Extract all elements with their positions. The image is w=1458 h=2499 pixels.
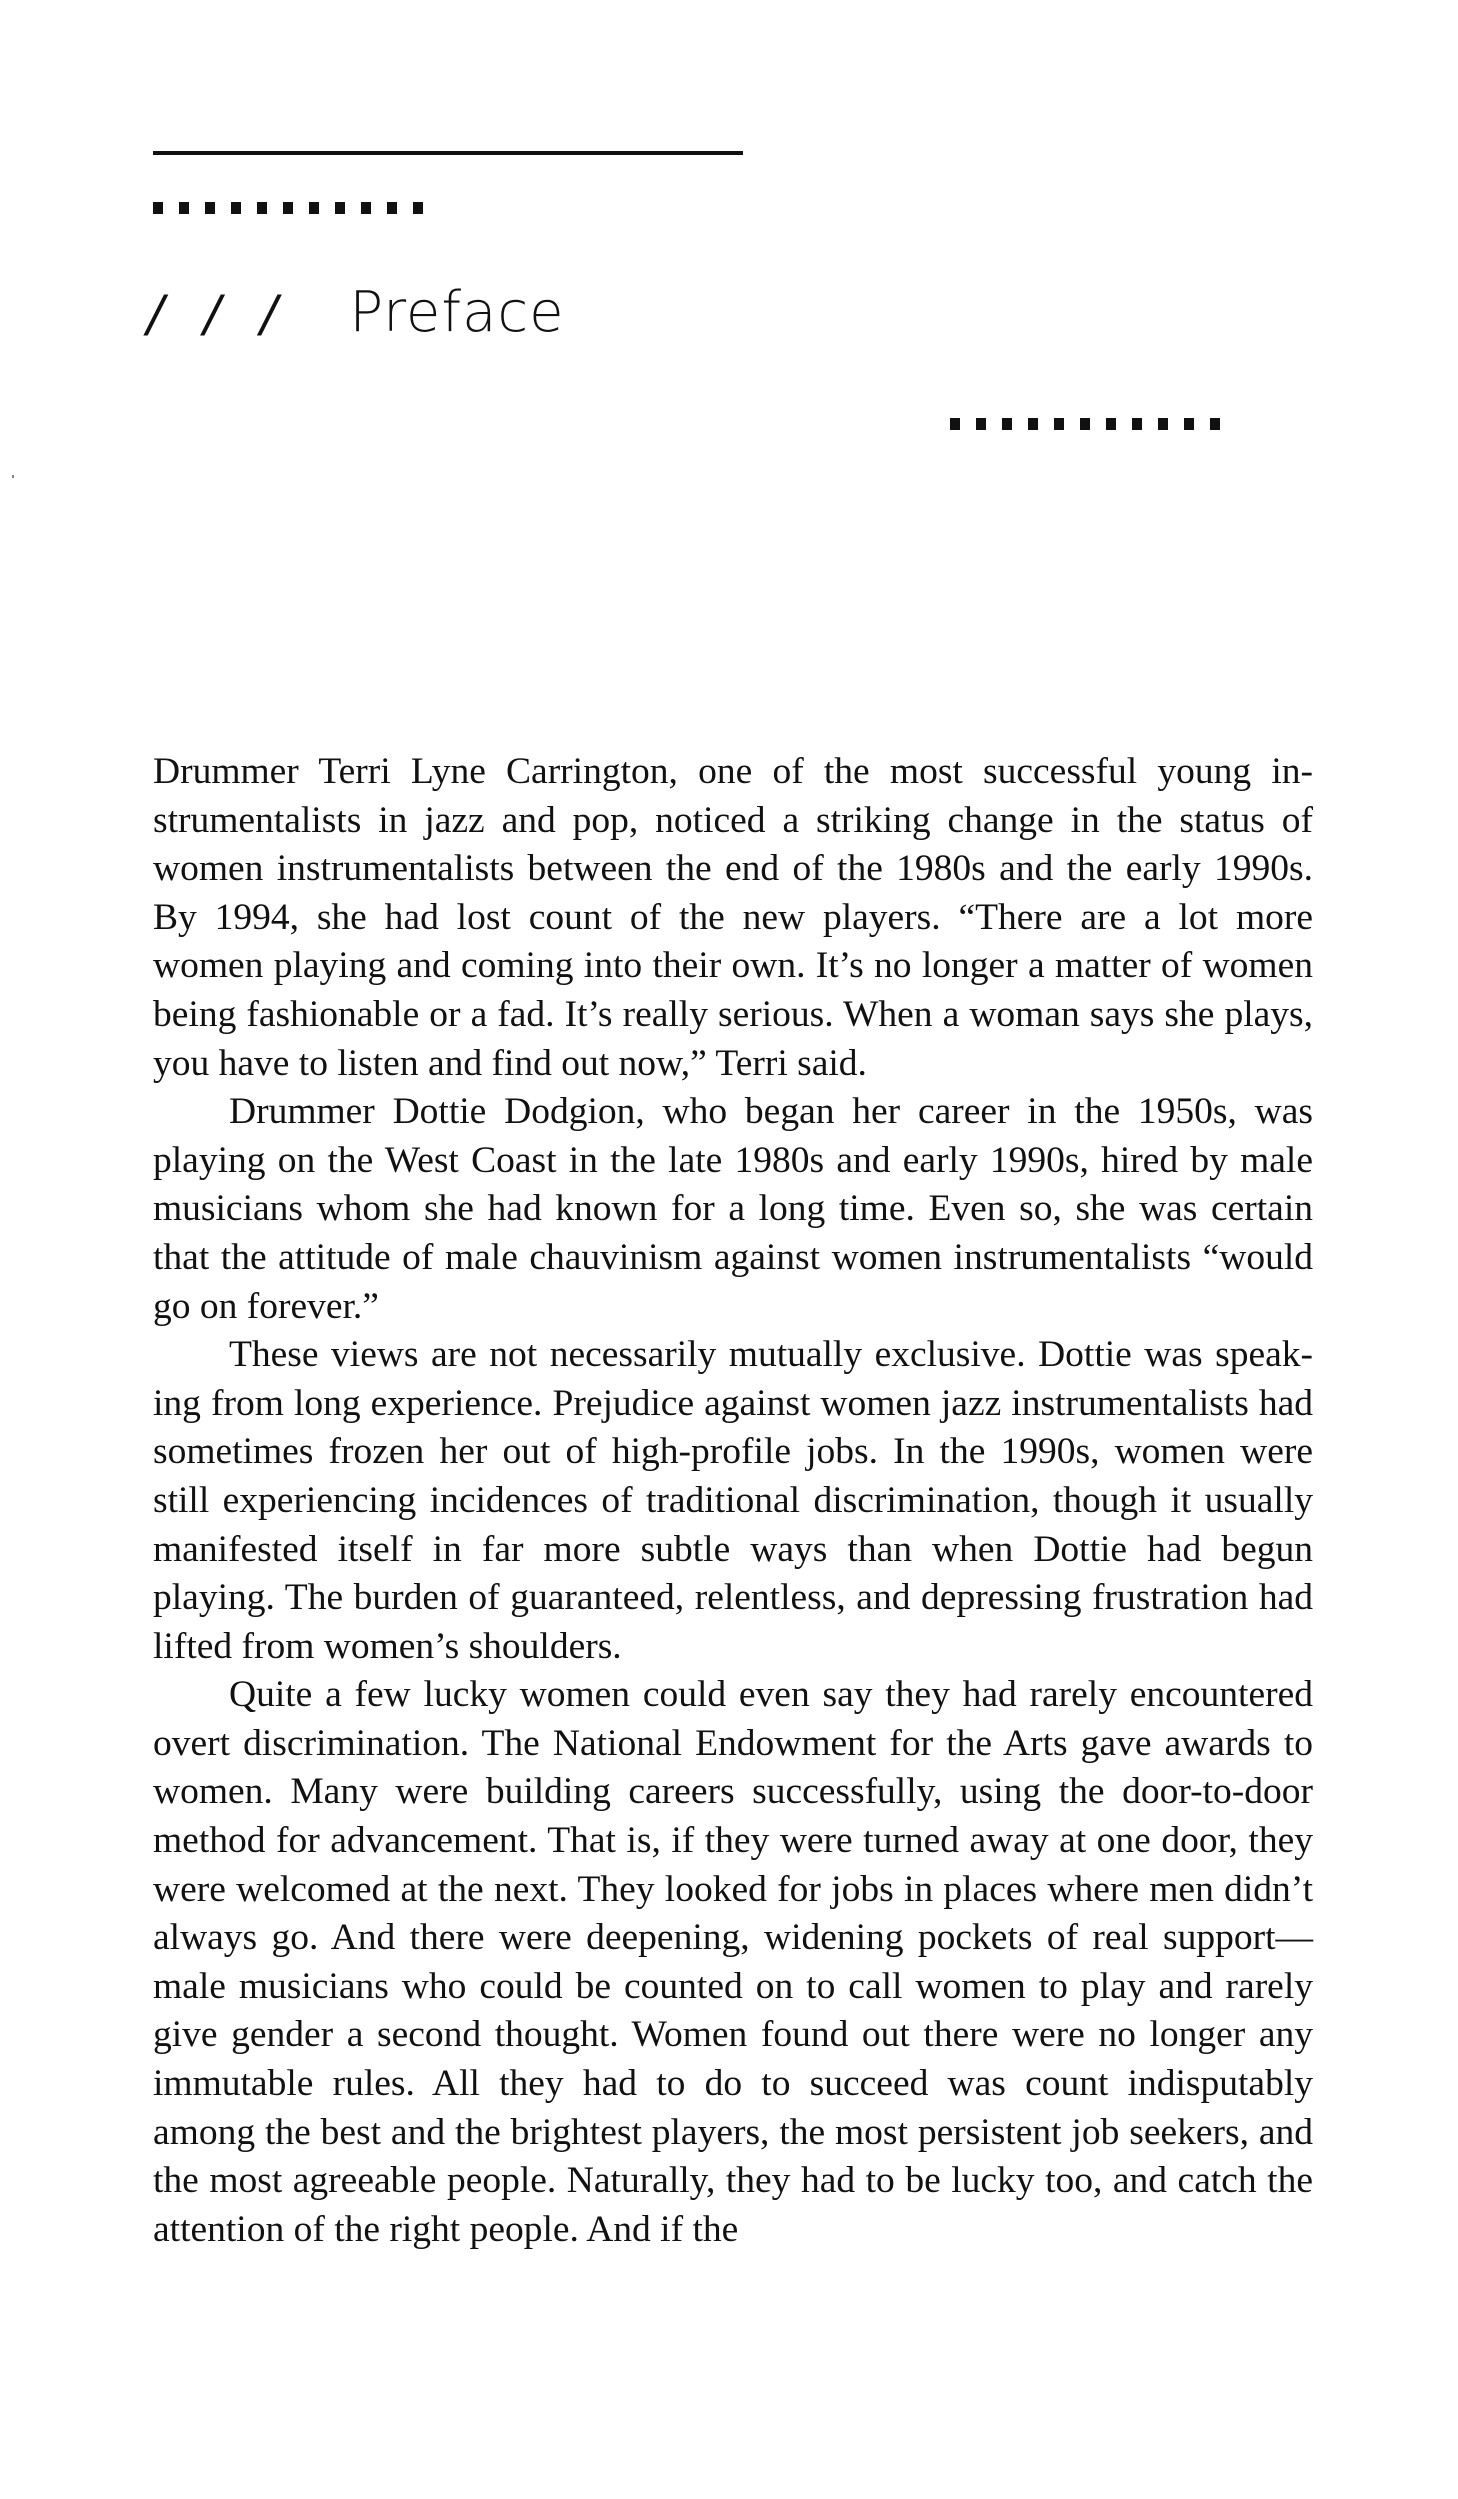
ornament-dot bbox=[413, 202, 423, 214]
ornament-dot bbox=[1184, 418, 1194, 430]
ornament-dot bbox=[1002, 418, 1012, 430]
ornament-dot bbox=[387, 202, 397, 214]
ornament-dot bbox=[1158, 418, 1168, 430]
ornament-dots-top bbox=[153, 202, 423, 214]
chapter-heading: Preface bbox=[349, 280, 565, 345]
ornament-dot bbox=[950, 418, 960, 430]
ornament-dot bbox=[361, 202, 371, 214]
body-text bbox=[153, 748, 1313, 2254]
paragraph: These views are not necessarily mutually exclusive. Dottie was speaking from long experience. Prejudice against women jazz instrumentalists had sometimes frozen her out of high-profile jobs. In the 1990s, women were still experiencing incidences of traditional discrimination, though it usually manifested itself in far more subtle ways than when Dottie had begun playing. The burden of guaranteed, relentless, and depressing frustration had lifted from women’s shoulders. bbox=[153, 1334, 1313, 1667]
chapter-title bbox=[147, 280, 565, 360]
ornament-dots-bottom bbox=[950, 418, 1220, 430]
ornament-dot bbox=[1106, 418, 1116, 430]
ornament-dot bbox=[179, 202, 189, 214]
chapter-marks: / / / bbox=[147, 285, 290, 343]
ornament-dot bbox=[1054, 418, 1064, 430]
ornament-dot bbox=[1028, 418, 1038, 430]
ornament-dot bbox=[309, 202, 319, 214]
ornament-dot bbox=[976, 418, 986, 430]
ornament-dot bbox=[153, 202, 163, 214]
scan-speck bbox=[12, 475, 14, 478]
ornament-dot bbox=[231, 202, 241, 214]
top-rule bbox=[153, 151, 743, 155]
paragraph: Quite a few lucky women could even say they had rarely encountered overt discrimination. The National Endowment for the Arts gave awards to women. Many were building careers successfully, using the door-to-door method for advancement. That is, if they were turned away at one door, they were welcomed at the next. They looked for jobs in places where men didn’t always go. And there were deepening, widening pockets of real support—male musicians who could be counted on to call women to play and rarely give gender a second thought. Women found out there were no longer any immutable rules. All they had to do to succeed was count indisputably among the best and the brightest players, the most persistent job seekers, and the most agreeable people. Naturally, they had to be lucky too, and catch the attention of the right people. And if the bbox=[153, 1674, 1313, 2250]
ornament-dot bbox=[1080, 418, 1090, 430]
ornament-dot bbox=[257, 202, 267, 214]
paragraph: Drummer Dottie Dodgion, who began her career in the 1950s, was playing on the West Coast in the late 1980s and early 1990s, hired by male musicians whom she had known for a long time. Even so, she was certain that the attitude of male chauvinism against women instrumentalists “would go on forever.” bbox=[153, 1091, 1313, 1327]
ornament-dot bbox=[335, 202, 345, 214]
ornament-dot bbox=[205, 202, 215, 214]
paragraph: Drummer Terri Lyne Carrington, one of the most successful young instrumentalists in jazz and pop, noticed a striking change in the status of women instrumentalists between the end of the 1980s and the early 1990s. By 1994, she had lost count of the new players. “There are a lot more women playing and coming into their own. It’s no longer a matter of women being fashionable or a fad. It’s really serious. When a woman says she plays, you have to listen and find out now,” Terri said. bbox=[153, 751, 1313, 1084]
ornament-dot bbox=[1210, 418, 1220, 430]
ornament-dot bbox=[283, 202, 293, 214]
ornament-dot bbox=[1132, 418, 1142, 430]
